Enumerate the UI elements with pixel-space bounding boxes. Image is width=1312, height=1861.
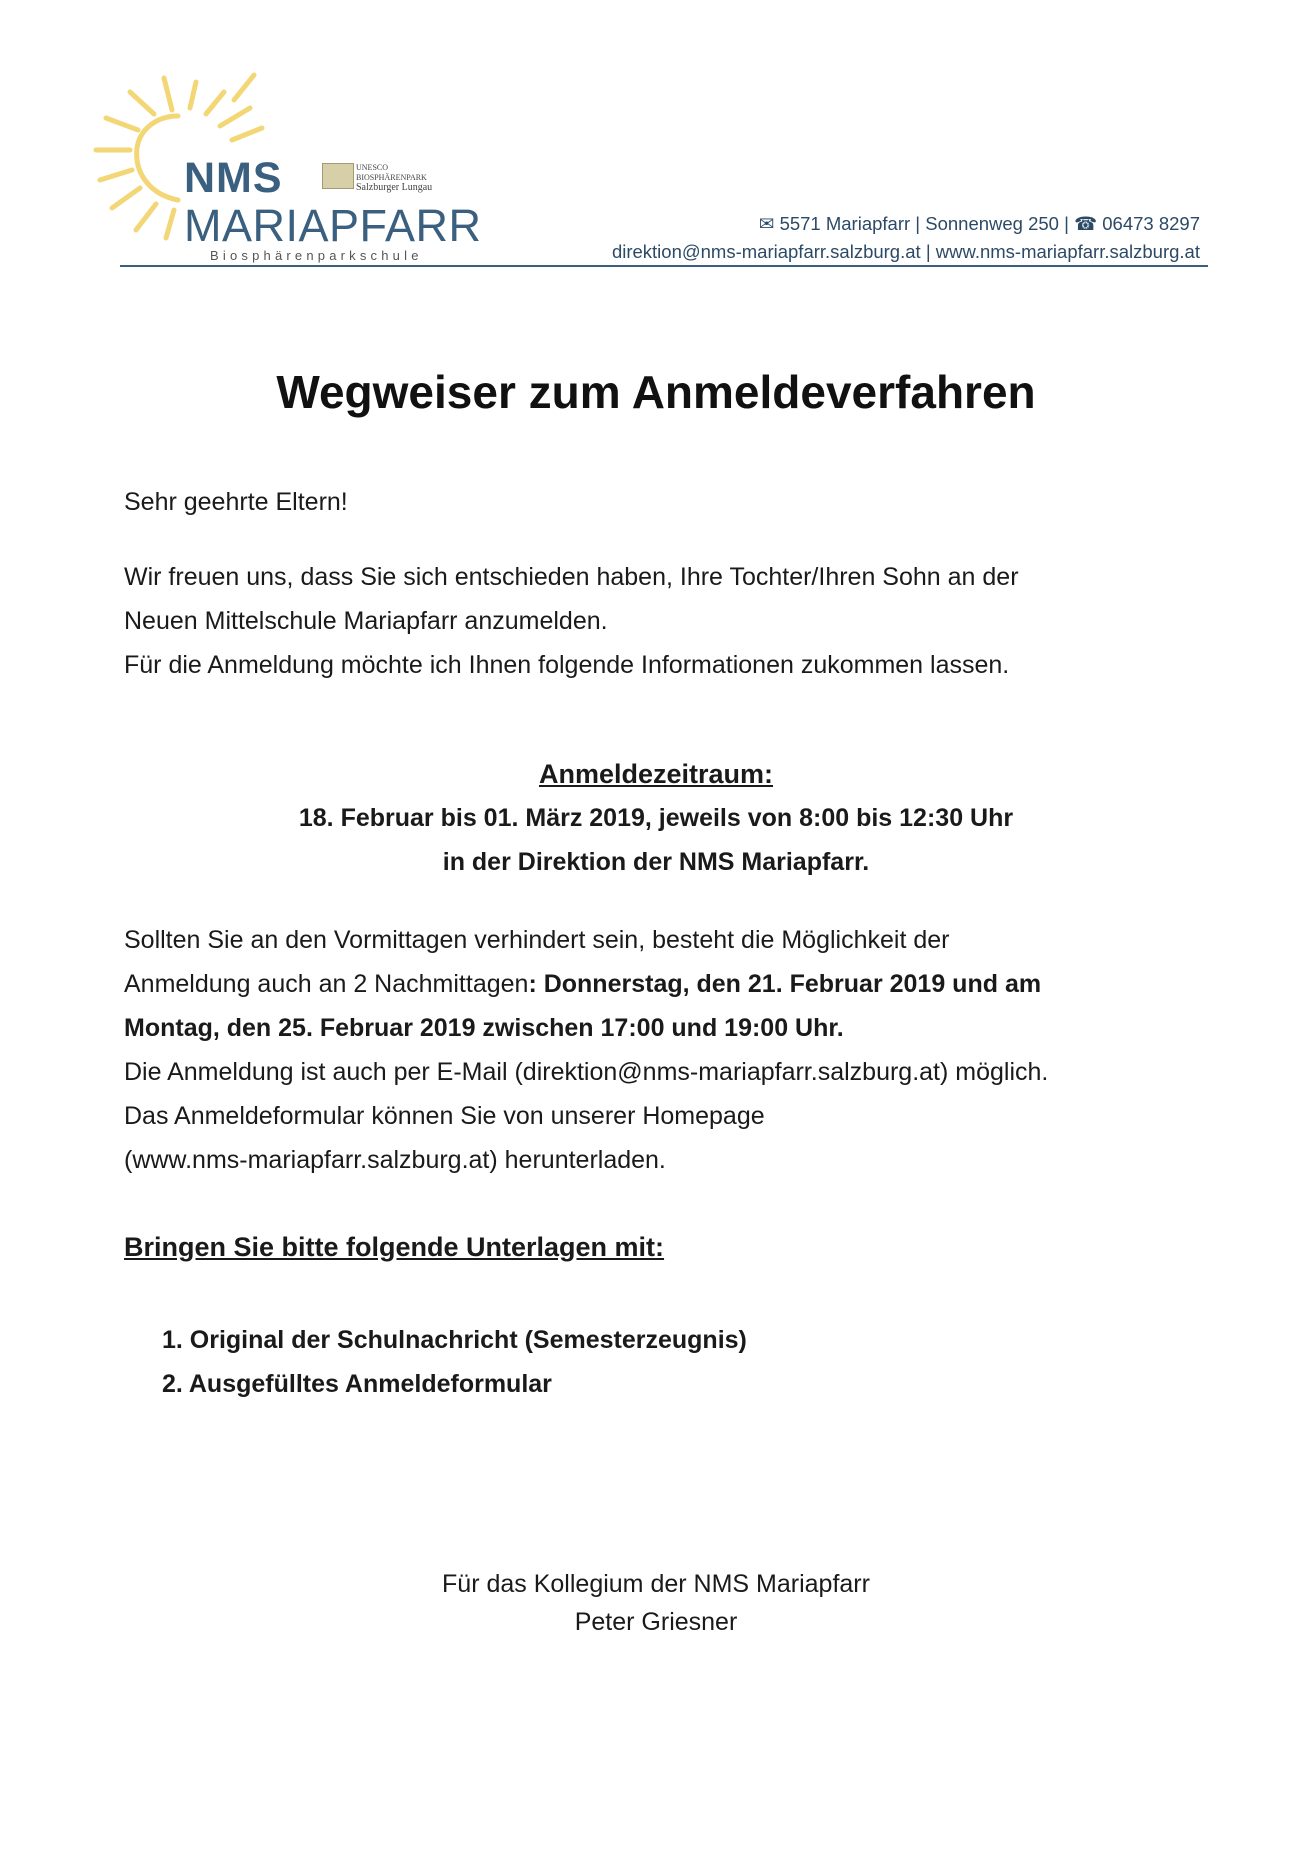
contact-email[interactable]: direktion@nms-mariapfarr.salzburg.at xyxy=(611,241,921,262)
logo-tagline: Biosphärenparkschule xyxy=(210,248,423,263)
signature-block xyxy=(0,1565,1312,1641)
alt-line4: Die Anmeldung ist auch per E-Mail (direktion@nms-mariapfarr.salzburg.at) möglich. xyxy=(124,1058,1049,1086)
alt-line5: Das Anmeldeformular können Sie von unserer Homepage xyxy=(124,1102,765,1130)
list-item: 1. Original der Schulnachricht (Semesterzeugnis) xyxy=(162,1326,747,1354)
logo-nms: NMS xyxy=(184,154,283,202)
documents-list xyxy=(162,1318,747,1406)
list-item: 2. Ausgefülltes Anmeldeformular xyxy=(162,1370,552,1398)
alt-line3: Montag, den 25. Februar 2019 zwischen 17:00 und 19:00 Uhr. xyxy=(124,1014,844,1042)
alt-line1: Sollten Sie an den Vormittagen verhindert sein, besteht die Möglichkeit der xyxy=(124,926,950,954)
page-title: Wegweiser zum Anmeldeverfahren xyxy=(276,366,1036,418)
period-section xyxy=(0,752,1312,884)
logo-mariapfarr: MARIAPFARR xyxy=(184,200,482,251)
intro-paragraph xyxy=(124,555,1204,687)
contact-separator: | xyxy=(925,241,931,262)
signature-name: Peter Griesner xyxy=(574,1608,738,1636)
signature-line1: Für das Kollegium der NMS Mariapfarr xyxy=(442,1570,870,1598)
biosphere-badge-icon xyxy=(322,163,354,189)
period-line2: in der Direktion der NMS Mariapfarr. xyxy=(442,848,870,876)
period-heading: Anmeldezeitraum: xyxy=(538,759,774,789)
contact-block xyxy=(612,210,1200,266)
alt-line2-bold: : Donnerstag, den 21. Februar 2019 und am xyxy=(528,970,1042,998)
biosphere-badge-text xyxy=(356,163,446,193)
header-divider xyxy=(120,265,1208,267)
alt-line2 xyxy=(124,962,1204,1006)
period-line1: 18. Februar bis 01. März 2019, jeweils von 8:00 bis 12:30 Uhr xyxy=(298,804,1014,832)
phone-icon: ☎ xyxy=(1074,213,1098,234)
documents-heading: Bringen Sie bitte folgende Unterlagen mit: xyxy=(124,1232,665,1262)
intro-line1: Wir freuen uns, dass Sie sich entschieden haben, Ihre Tochter/Ihren Sohn an der xyxy=(124,563,1019,591)
contact-website[interactable]: www.nms-mariapfarr.salzburg.at xyxy=(935,241,1200,262)
envelope-icon: ✉ xyxy=(758,213,775,234)
alt-line6: (www.nms-mariapfarr.salzburg.at) herunterladen. xyxy=(124,1146,666,1174)
intro-line3: Für die Anmeldung möchte ich Ihnen folgende Informationen zukommen lassen. xyxy=(124,651,1010,679)
intro-line2: Neuen Mittelschule Mariapfarr anzumelden. xyxy=(124,607,608,635)
alternatives-paragraph xyxy=(124,918,1204,1182)
school-logo xyxy=(92,70,482,270)
contact-phone: 06473 8297 xyxy=(1102,213,1200,234)
contact-row-address xyxy=(612,210,1200,238)
contact-row-web xyxy=(612,238,1200,266)
badge-line1: UNESCO BIOSPHÄRENPARK xyxy=(356,163,427,182)
badge-line2: Salzburger Lungau xyxy=(356,182,433,193)
greeting: Sehr geehrte Eltern! xyxy=(124,488,348,516)
alt-line2-normal: Anmeldung auch an 2 Nachmittagen xyxy=(124,970,529,998)
contact-address: 5571 Mariapfarr | Sonnenweg 250 | xyxy=(779,213,1069,234)
